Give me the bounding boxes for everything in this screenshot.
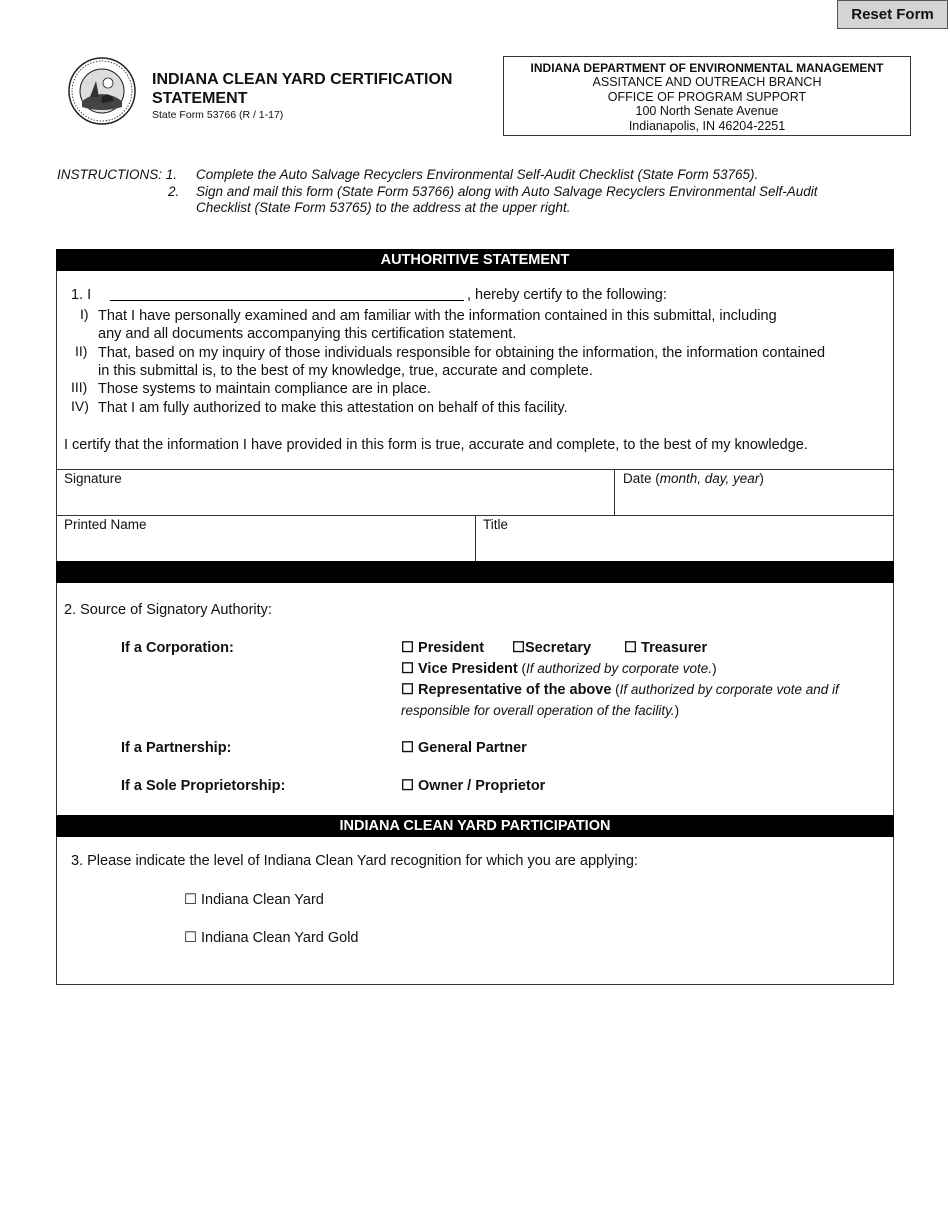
signature-field[interactable] <box>57 488 613 514</box>
address-branch: ASSITANCE AND OUTREACH BRANCH <box>592 75 822 90</box>
printed-name-label: Printed Name <box>64 517 147 532</box>
title-field[interactable] <box>477 534 893 560</box>
item-ii-line1: That, based on my inquiry of those individuals responsible for obtaining the information, the information contained <box>98 345 826 361</box>
address-city: Indianapolis, IN 46204-2251 <box>628 118 786 133</box>
instruction-step-2-line2: Checklist (State Form 53765) to the address at the upper right. <box>196 200 571 215</box>
item-1-number: 1. I <box>71 287 92 303</box>
treasurer-checkbox[interactable]: ☐ Treasurer <box>624 640 708 656</box>
item-ii-num: II) <box>75 343 88 359</box>
address-dept: INDIANA DEPARTMENT OF ENVIRONMENTAL MANAGEMENT <box>530 61 884 75</box>
item-i-num: I) <box>80 306 89 322</box>
item-iv-line1: That I am fully authorized to make this attestation on behalf of this facility. <box>98 400 568 416</box>
clean-yard-checkbox[interactable]: ☐ Indiana Clean Yard <box>184 892 324 908</box>
printed-name-field[interactable] <box>57 534 474 560</box>
authoritive-statement-band: AUTHORITIVE STATEMENT <box>56 249 894 271</box>
divider-signature-date <box>614 469 615 515</box>
instructions-label: INSTRUCTIONS: 1. <box>57 167 178 182</box>
mailing-address <box>503 56 911 136</box>
item-iii-line1: Those systems to maintain compliance are in place. <box>98 381 431 397</box>
divider-name-title <box>475 515 476 561</box>
corporation-label: If a Corporation: <box>121 640 234 656</box>
certify-statement: I certify that the information I have provided in this form is true, accurate and complete, to the best of my knowledge. <box>64 437 808 453</box>
partnership-label: If a Partnership: <box>121 740 232 756</box>
state-seal-icon <box>68 57 136 125</box>
signature-label: Signature <box>64 471 122 486</box>
item-i-line2: any and all documents accompanying this certification statement. <box>98 326 517 342</box>
owner-proprietor-checkbox[interactable]: ☐ Owner / Proprietor <box>401 778 546 794</box>
sole-proprietorship-label: If a Sole Proprietorship: <box>121 778 286 794</box>
instruction-step-2-line1: Sign and mail this form (State Form 53766) along with Auto Salvage Recyclers Environmental Self-Audit <box>196 184 818 199</box>
certifier-name-field[interactable] <box>110 300 464 301</box>
representative-note-line2: responsible for overall operation of the facility.) <box>401 703 680 718</box>
certify-suffix: , hereby certify to the following: <box>467 287 667 303</box>
item-iv-num: IV) <box>71 398 89 414</box>
date-field[interactable] <box>616 488 893 514</box>
item-ii-line2: in this submittal is, to the best of my knowledge, true, accurate and complete. <box>98 363 593 379</box>
date-label: Date (month, day, year) <box>623 471 764 486</box>
title-label: Title <box>483 517 509 532</box>
general-partner-checkbox[interactable]: ☐ General Partner <box>401 740 527 756</box>
vice-president-option: ☐ Vice President (If authorized by corporate vote.) <box>401 661 717 677</box>
instruction-num-2: 2. <box>168 184 180 199</box>
address-street: 100 North Senate Avenue <box>635 104 779 119</box>
form-number: State Form 53766 (R / 1-17) <box>152 109 284 121</box>
reset-form-button[interactable]: Reset Form <box>837 0 948 29</box>
vice-president-checkbox[interactable]: ☐ Vice President <box>401 661 518 677</box>
blank-band <box>56 561 894 583</box>
form-title: INDIANA CLEAN YARD CERTIFICATION STATEMENT <box>152 71 453 107</box>
clean-yard-gold-checkbox[interactable]: ☐ Indiana Clean Yard Gold <box>184 930 359 946</box>
item-i-line1: That I have personally examined and am familiar with the information contained in this submittal, including <box>98 308 777 324</box>
divider-signature-top <box>56 469 894 470</box>
item-iii-num: III) <box>71 379 88 395</box>
representative-option: ☐ Representative of the above (If authorized by corporate vote and if <box>401 682 839 698</box>
president-checkbox[interactable]: ☐ President <box>401 640 485 656</box>
address-office: OFFICE OF PROGRAM SUPPORT <box>607 89 807 104</box>
instruction-step-1: Complete the Auto Salvage Recyclers Environmental Self-Audit Checklist (State Form 53765). <box>196 167 759 182</box>
secretary-checkbox[interactable]: ☐Secretary <box>512 640 592 656</box>
signatory-heading: 2. Source of Signatory Authority: <box>64 602 272 618</box>
participation-question: 3. Please indicate the level of Indiana Clean Yard recognition for which you are applying: <box>71 853 638 869</box>
representative-checkbox[interactable]: ☐ Representative of the above <box>401 682 612 698</box>
participation-band: INDIANA CLEAN YARD PARTICIPATION <box>56 815 894 837</box>
